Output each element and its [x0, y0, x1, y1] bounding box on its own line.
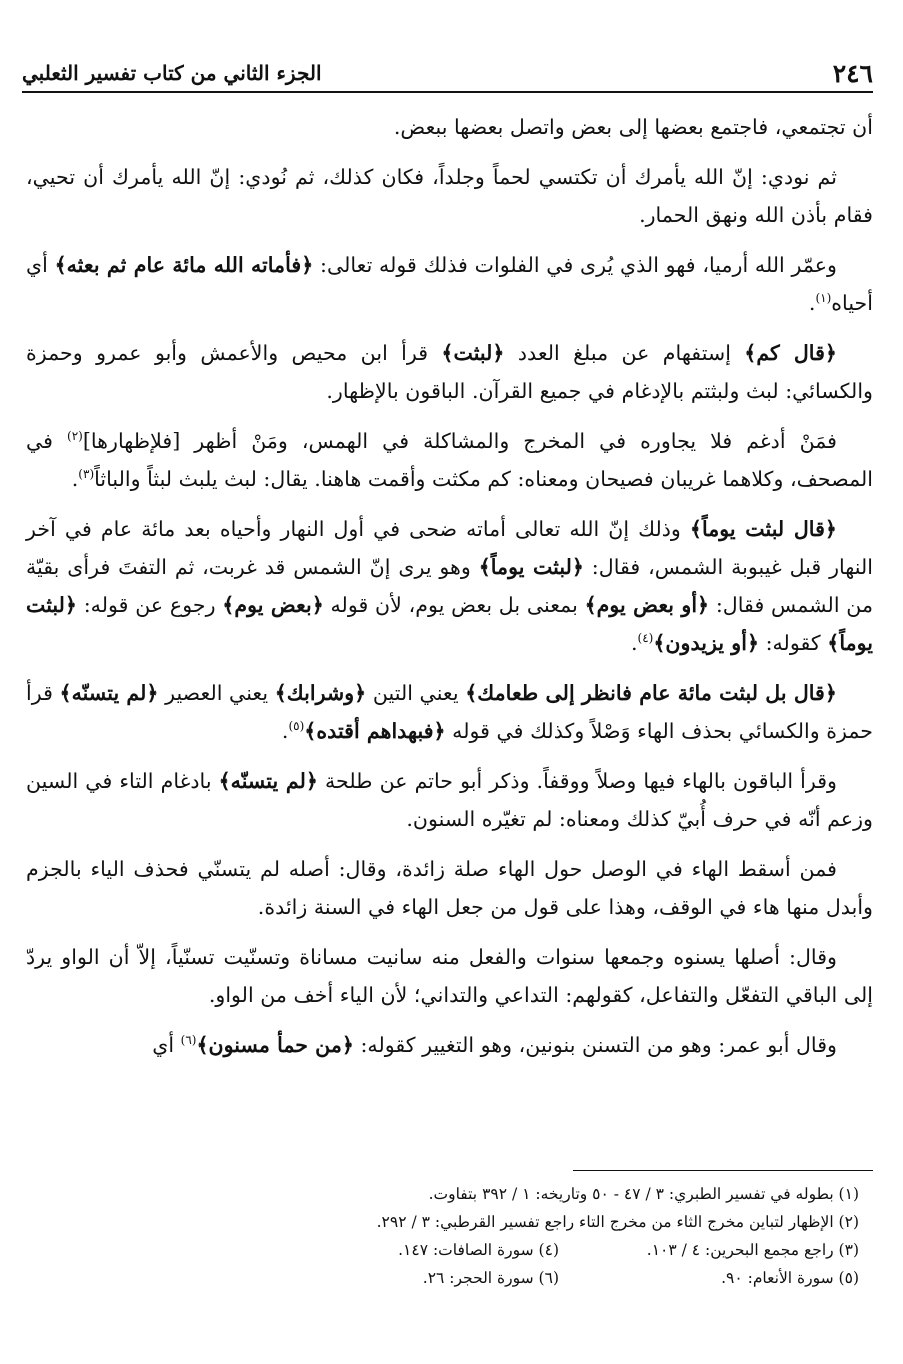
text-run: وهو يرى إنّ الشمس قد غربت، ثم التفتَ فرأى بقيّة من الشمس فقال:	[26, 555, 873, 617]
text-run: قرأ ابن محيص والأعمش وأبو عمرو وحمزة والكسائي: لبث ولبثتم بالإدغام في جميع القرآن. الباقون بالإظهار.	[26, 341, 873, 403]
text-run: فمن أسقط الهاء في الوصل حول الهاء صلة زائدة، وقال: أصله لم يتسنّي فحذف الياء بالجزم وأبدل منها هاء في الوقف، وهذا على قول من جعل الهاء في السنة زائدة.	[26, 857, 873, 919]
text-run: وقال أبو عمر: وهو من التسنن بنونين، وهو التغيير كقوله:	[353, 1033, 837, 1057]
paragraph	[26, 422, 873, 498]
footnote-row-5-6	[30, 1264, 859, 1292]
footnote-2: (٢) الإظهار لتباين مخرج الثاء من مخرج التاء راجع تفسير القرطبي: ٣ / ٢٩٢.	[376, 1213, 859, 1231]
quran-quote: ﴿لبثت﴾	[441, 341, 505, 365]
paragraph	[26, 158, 873, 234]
text-run: وعمّر الله أرميا، فهو الذي يُرى في الفلوات فذلك قوله تعالى:	[313, 253, 837, 277]
text-run: في المصحف، وكلاهما غريبان فصيحان ومعناه: كم مكثت وأقمت هاهنا. يقال: لبث يلبث لبثاً والباثاً	[26, 429, 873, 491]
footnote-4: (٤) سورة الصافات: ١٤٧.	[398, 1241, 559, 1259]
footnote-1: (١) بطوله في تفسير الطبري: ٣ / ٤٧ - ٥٠ وتاريخه: ١ / ٣٩٢ بتفاوت.	[428, 1185, 859, 1203]
text-run: وقال: أصلها يسنوه وجمعها سنوات والفعل منه سانيت مساناة وتسنّيت تسنّياً، إلاّ أن الواو يردّ إلى الباقي التفعّل والتفاعل، كقولهم: التداعي والتداني؛ لأن الياء أخف من الواو.	[26, 945, 873, 1007]
paragraph	[26, 246, 873, 322]
page-number: ٢٤٦	[832, 58, 873, 88]
paragraph	[26, 850, 873, 926]
text-run: .	[630, 631, 638, 655]
footnote-ref: (٢)	[67, 429, 83, 444]
paragraph	[26, 938, 873, 1014]
paragraph	[26, 510, 873, 662]
text-run: ثم نودي: إنّ الله يأمرك أن تكتسي لحماً وجلداً، فكان كذلك، ثم نُودي: إنّ الله يأمرك أن تحيي، فقام بأذن الله ونهق الحمار.	[26, 165, 873, 227]
quran-quote: ﴿لم يتسنّه﴾	[59, 681, 159, 705]
quran-quote: ﴿فبهداهم أقتده﴾	[304, 719, 446, 743]
text-run: يعني العصير	[158, 681, 275, 705]
quran-quote: ﴿أو بعض يوم﴾	[584, 593, 710, 617]
paragraph	[26, 108, 873, 146]
text-run: قرأ حمزة والكسائي بحذف الهاء وَصْلاً وكذلك في قوله	[26, 681, 873, 743]
paragraph	[26, 334, 873, 410]
footnote-6: (٦) سورة الحجر: ٢٦.	[422, 1269, 559, 1287]
text-run: بمعنى بل بعض يوم، لأن قوله	[323, 593, 585, 617]
paragraph	[26, 762, 873, 838]
text-run: وقرأ الباقون بالهاء فيها وصلاً ووقفاً. وذكر أبو حاتم عن طلحة	[317, 769, 837, 793]
quran-quote: ﴿قال بل لبثت مائة عام فانظر إلى طعامك﴾	[465, 681, 837, 705]
page-header	[22, 55, 873, 93]
text-run: يعني التين	[366, 681, 466, 705]
text-run: أي	[152, 1033, 181, 1057]
paragraph	[26, 1026, 873, 1064]
quran-quote: ﴿لبثت يوماً﴾	[26, 593, 873, 655]
text-run: .	[808, 291, 816, 315]
text-run: أي أحياه	[26, 253, 873, 315]
text-run: رجوع عن قوله:	[77, 593, 223, 617]
footnote-ref: (٦)	[180, 1033, 197, 1048]
quran-quote: ﴿قال كم﴾	[744, 341, 837, 365]
text-run: فمَنْ أدغم فلا يجاوره في المخرج والمشاكلة في الهمس، ومَنْ أظهر [فلإظهارها]	[82, 429, 837, 453]
paragraph	[26, 674, 873, 750]
footnote-ref: (٤)	[637, 631, 654, 646]
text-run: أن تجتمعي، فاجتمع بعضها إلى بعض واتصل بعضها ببعض.	[393, 115, 873, 139]
footnote-5: (٥) سورة الأنعام: ٩٠.	[721, 1269, 859, 1287]
quran-quote: ﴿قال لبثت يوماً﴾	[689, 517, 837, 541]
footnote-ref: (٣)	[78, 467, 95, 482]
text-run: وذلك إنّ الله تعالى أماته ضحى في أول النهار وأحياه بعد مائة عام في آخر النهار قبل غيبوبة الشمس، فقال:	[26, 517, 874, 579]
footnotes	[30, 1180, 859, 1292]
text-run: .	[281, 719, 289, 743]
quran-quote: ﴿لبثت يوماً﴾	[478, 555, 584, 579]
quran-quote: ﴿من حمأ مسنون﴾	[196, 1033, 354, 1057]
footnote-3: (٣) راجع مجمع البحرين: ٤ / ١٠٣.	[646, 1241, 859, 1259]
quran-quote: ﴿بعض يوم﴾	[222, 593, 324, 617]
running-title: الجزء الثاني من كتاب تفسير الثعلبي	[22, 61, 322, 85]
text-run: كقوله:	[759, 631, 828, 655]
footnote-divider	[573, 1170, 873, 1171]
text-run: بادغام التاء في السين وزعم أنّه في حرف أُبيّ كذلك ومعناه: لم تغيّره السنون.	[26, 769, 873, 831]
footnote-ref: (١)	[815, 291, 832, 306]
quran-quote: ﴿فأماته الله مائة عام ثم بعثه﴾	[54, 253, 314, 277]
text-run: إستفهام عن مبلغ العدد	[504, 341, 745, 365]
quran-quote: ﴿لم يتسنّه﴾	[218, 769, 318, 793]
body-text	[26, 108, 873, 1068]
text-run: .	[71, 467, 79, 491]
quran-quote: ﴿وشرابك﴾	[274, 681, 367, 705]
footnote-row-3-4	[30, 1236, 859, 1264]
quran-quote: ﴿أو يزيدون﴾	[653, 631, 760, 655]
footnote-ref: (٥)	[288, 719, 305, 734]
